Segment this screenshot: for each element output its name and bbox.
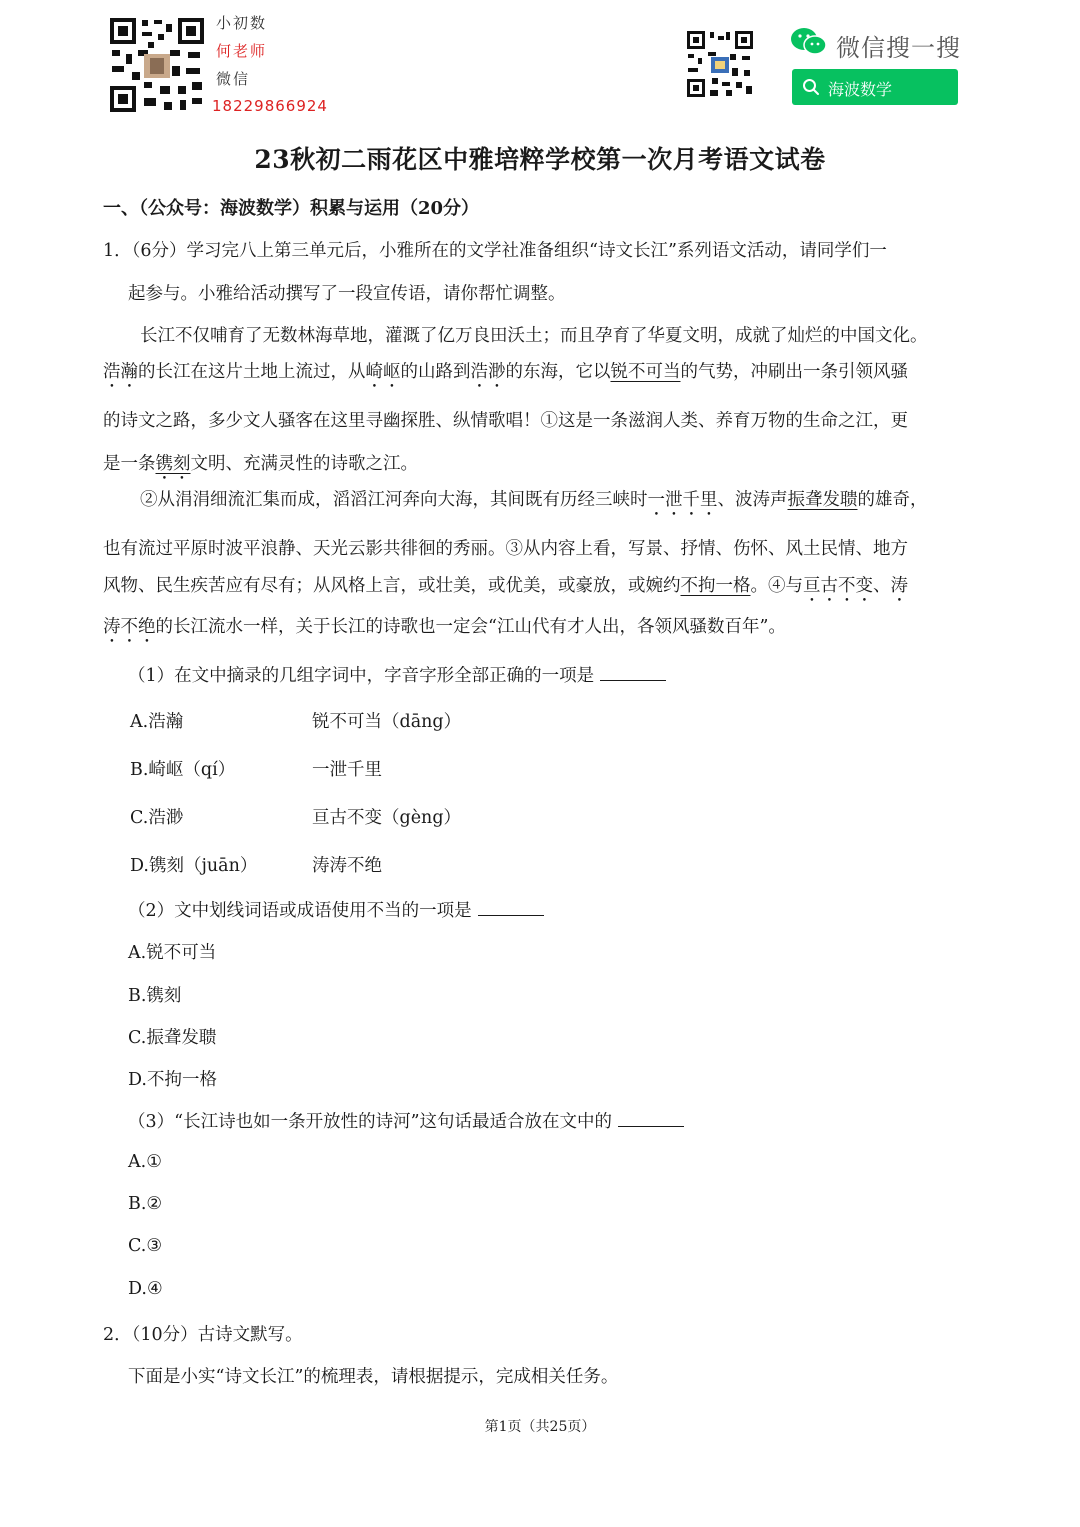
passage-text: 文明、充满灵性的诗歌之江。: [190, 454, 418, 474]
word-haomiao: 浩渺: [470, 362, 506, 382]
question-stem: （1）在文中摘录的几组字词中，字音字形全部正确的一项是: [128, 666, 595, 686]
q1-sub3-option-b[interactable]: B.②: [128, 1194, 163, 1214]
wechat-search-label: 微信搜一搜: [836, 34, 961, 62]
q1-sub1-option-c[interactable]: [130, 804, 183, 829]
option-left: B.崎岖（qí）: [130, 760, 236, 780]
passage-text: 风物、民生疾苦应有尽有；从风格上言，或壮美，或优美，或豪放，或婉约: [103, 576, 681, 596]
q1-sub1-stem: [128, 662, 666, 687]
option-left: C.浩渺: [130, 808, 184, 828]
word-qiqu: 崎岖: [365, 362, 401, 382]
q1-sub3-option-d[interactable]: D.④: [128, 1279, 163, 1299]
word-gengububian: 亘古不变: [803, 576, 873, 596]
word-ruibukedang: 锐不可当: [610, 362, 681, 382]
q1-intro-line-1: 1．（6分）学习完八上第三单元后，小雅所在的文学社准备组织“诗文长江”系列语文活动，请同学们一: [103, 241, 887, 261]
passage-text: 的气势，冲刷出一条引领风骚: [680, 362, 908, 382]
q1-sub1-option-a[interactable]: [130, 708, 183, 733]
passage-p1-line-1: 长江不仅哺育了无数林海草地，灌溉了亿万良田沃土；而且孕育了华夏文明，成就了灿烂的中国文化。: [140, 326, 928, 346]
q1-sub1-option-d[interactable]: [130, 852, 257, 877]
q1-intro-line-2: 起参与。小雅给活动撰写了一段宣传语，请你帮忙调整。: [128, 284, 566, 304]
passage-p2-line-1: [140, 486, 928, 520]
question-stem: （3）“长江诗也如一条开放性的诗河”这句话最适合放在文中的: [128, 1112, 613, 1132]
search-icon: [802, 78, 820, 96]
q1-sub2-option-a[interactable]: A.锐不可当: [128, 943, 217, 963]
q1-sub1-option-d-right: 涛涛不绝: [312, 856, 382, 876]
word-haohan: 浩瀚: [103, 362, 138, 382]
q1-sub1-option-c-right: 亘古不变（gèng）: [312, 808, 462, 828]
section-heading: 一、（公众号：海波数学）积累与运用（20分）: [103, 198, 480, 219]
passage-p2-line-3: [103, 572, 908, 606]
q1-sub2-stem: [128, 897, 544, 922]
passage-text: 的雄奇，: [857, 490, 928, 510]
option-left: A.浩瀚: [130, 712, 184, 732]
passage-text: 的山路到: [400, 362, 471, 382]
passage-p1-line-3: 的诗文之路，多少文人骚客在这里寻幽探胜、纵情歌唱！①这是一条滋润人类、养育万物的生命之江，更: [103, 411, 908, 431]
word-zhenlongfakui: 振聋发聩: [787, 490, 858, 510]
word-juanke: 镌刻: [155, 454, 191, 474]
qr-caption-phone: 18229866924: [212, 97, 328, 115]
q2-line-1: 2．（10分）古诗文默写。: [103, 1325, 303, 1345]
q1-sub3-stem: [128, 1108, 684, 1133]
passage-p1-line-2: [103, 358, 908, 392]
answer-blank[interactable]: [600, 666, 666, 681]
qr-caption-line-1: 小初数: [216, 14, 268, 32]
word-bujuyige: 不拘一格: [680, 576, 751, 596]
passage-text: 。④与: [750, 576, 803, 596]
q1-sub2-option-d[interactable]: D.不拘一格: [128, 1070, 217, 1090]
qr-code-left: [108, 16, 206, 114]
question-stem: （2）文中划线词语或成语使用不当的一项是: [128, 901, 472, 921]
passage-p2-line-4: [103, 613, 786, 647]
q1-sub2-option-c[interactable]: C.振聋发聩: [128, 1028, 217, 1048]
word-yixieqianli: 一泄千里: [647, 490, 718, 510]
page-number: 第1页（共25页）: [484, 1419, 596, 1435]
q2-line-2: 下面是小实“诗文长江”的梳理表，请根据提示，完成相关任务。: [128, 1367, 619, 1387]
qr-caption-line-2: 何老师: [216, 42, 268, 60]
answer-blank[interactable]: [618, 1112, 684, 1127]
q1-sub1-option-a-right: 锐不可当（dāng）: [312, 712, 462, 732]
passage-text: 的长江流水一样，关于长江的诗歌也一定会“江山代有才人出，各领风骚数百年”。: [155, 617, 786, 637]
passage-text: 是一条: [103, 454, 156, 474]
q1-sub3-option-c[interactable]: C.③: [128, 1236, 163, 1256]
passage-p2-line-2: 也有流过平原时波平浪静、天光云影共徘徊的秀丽。③从内容上看，写景、抒情、伤怀、风土民情、地方: [103, 539, 908, 559]
passage-p1-line-4: [103, 450, 418, 484]
passage-text: ②从涓涓细流汇集而成，滔滔江河奔向大海，其间既有历经三峡时: [140, 490, 648, 510]
q1-sub3-option-a[interactable]: A.①: [128, 1152, 162, 1172]
word-tao: 涛: [890, 576, 908, 596]
wechat-search-query: 海波数学: [828, 80, 893, 99]
wechat-icon: [790, 26, 828, 58]
q1-sub2-option-b[interactable]: B.镌刻: [128, 986, 182, 1006]
passage-text: 的东海，它以: [505, 362, 611, 382]
q1-sub1-option-b-right: 一泄千里: [312, 760, 382, 780]
qr-caption-line-3: 微信: [216, 70, 251, 88]
q1-sub1-option-b[interactable]: [130, 756, 235, 781]
passage-text: 的长江在这片土地上流过，从: [138, 362, 366, 382]
qr-code-right: [686, 30, 754, 98]
word-taobujue: 涛不绝: [103, 617, 156, 637]
page-title: 23秋初二雨花区中雅培粹学校第一次月考语文试卷: [254, 145, 826, 174]
passage-text: 、: [873, 576, 891, 596]
answer-blank[interactable]: [478, 901, 544, 916]
option-left: D.镌刻（juān）: [130, 856, 258, 876]
passage-text: 、波涛声: [717, 490, 788, 510]
wechat-search-button[interactable]: [792, 69, 958, 105]
